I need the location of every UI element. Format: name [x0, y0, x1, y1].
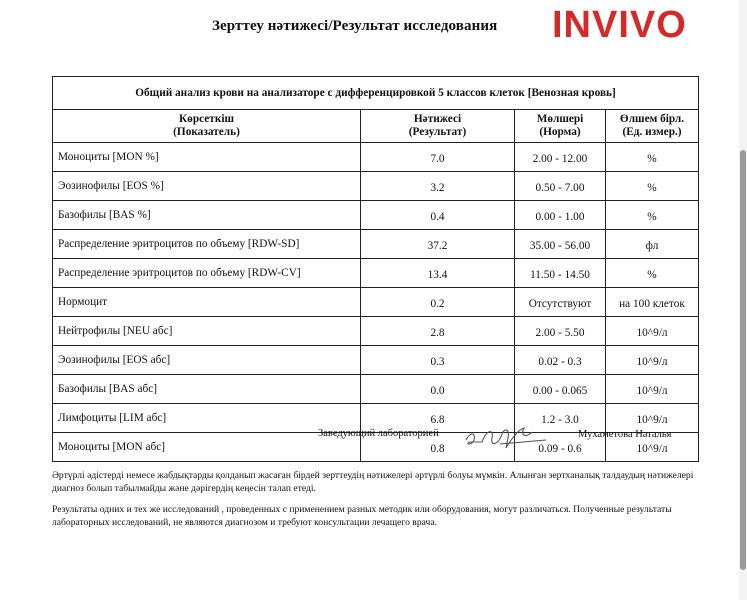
table-row [53, 375, 699, 404]
cell-indicator: Нормоцит [53, 288, 361, 317]
invivo-logo: INVIVO [552, 4, 687, 46]
table-row [53, 288, 699, 317]
cell-unit: 10^9/л [606, 375, 699, 404]
cell-norm: 1.2 - 3.0 [515, 404, 606, 433]
cell-indicator: Распределение эритроцитов по объему [RDW-SD] [53, 230, 361, 259]
table-row [53, 172, 699, 201]
table-row [53, 143, 699, 172]
table-caption: Общий анализ крови на анализаторе с дифференцировкой 5 классов клеток [Венозная кровь] [53, 77, 699, 110]
disclaimer-kazakh: Әртүрлі әдістерді немесе жабдықтарды қолданып жасаған бірдей зерттеудің нәтижелері әртүрлі болуы мүмкін. Алынған зертханалық талдаудың нәтижелері диагноз болып табылмайды және дәрігердің кеңесін талап етеді. [52, 470, 694, 494]
cell-norm: 2.00 - 12.00 [515, 143, 606, 172]
signature-label: Заведующий лабораторией [318, 428, 439, 439]
table-row [53, 346, 699, 375]
cell-result: 2.8 [361, 317, 515, 346]
results-table [52, 76, 699, 462]
table-row [53, 230, 699, 259]
cell-norm: Отсутствуют [515, 288, 606, 317]
cell-result: 37.2 [361, 230, 515, 259]
cell-norm: 11.50 - 14.50 [515, 259, 606, 288]
cell-norm: 0.00 - 0.065 [515, 375, 606, 404]
header-indicator: Көрсеткіш (Показатель) [53, 110, 361, 143]
cell-indicator: Базофилы [BAS абс] [53, 375, 361, 404]
header-norm: Мөлшері (Норма) [515, 110, 606, 143]
cell-result: 0.8 [361, 433, 515, 462]
header-unit: Өлшем бірл. (Ед. измер.) [606, 110, 699, 143]
table-caption-row [53, 77, 699, 110]
disclaimer-russian: Результаты одних и тех же исследований , проведенных с применением разных методик или оборудования, могут различаться. Полученные результаты лабораторных исследований, не являются диагнозом и требуют консультации лечащего врача. [52, 504, 672, 528]
cell-unit: на 100 клеток [606, 288, 699, 317]
table-row [53, 317, 699, 346]
table-body [53, 143, 699, 462]
cell-result: 3.2 [361, 172, 515, 201]
cell-indicator: Эозинофилы [EOS %] [53, 172, 361, 201]
cell-indicator: Моноциты [MON %] [53, 143, 361, 172]
table-row [53, 201, 699, 230]
table-row [53, 259, 699, 288]
cell-result: 0.2 [361, 288, 515, 317]
cell-unit: фл [606, 230, 699, 259]
cell-norm: 0.09 - 0.6 [515, 433, 606, 462]
cell-norm: 35.00 - 56.00 [515, 230, 606, 259]
cell-unit: % [606, 172, 699, 201]
header-result: Нәтижесі (Результат) [361, 110, 515, 143]
cell-unit: 10^9/л [606, 317, 699, 346]
cell-unit: 10^9/л [606, 404, 699, 433]
cell-result: 0.3 [361, 346, 515, 375]
table-header-row [53, 110, 699, 143]
cell-indicator: Лимфоциты [LIM абс] [53, 404, 361, 433]
cell-indicator: Нейтрофилы [NEU абс] [53, 317, 361, 346]
cell-unit: 10^9/л [606, 433, 699, 462]
cell-indicator: Эозинофилы [EOS абс] [53, 346, 361, 375]
cell-result: 7.0 [361, 143, 515, 172]
cell-norm: 0.50 - 7.00 [515, 172, 606, 201]
scrollbar[interactable] [739, 0, 747, 600]
cell-unit: % [606, 143, 699, 172]
cell-indicator: Распределение эритроцитов по объему [RDW-CV] [53, 259, 361, 288]
cell-result: 13.4 [361, 259, 515, 288]
cell-unit: % [606, 259, 699, 288]
cell-norm: 0.00 - 1.00 [515, 201, 606, 230]
cell-indicator: Моноциты [MON абс] [53, 433, 361, 462]
cell-indicator: Базофилы [BAS %] [53, 201, 361, 230]
signature-name: Мухаметова Наталья [578, 429, 672, 440]
cell-result: 0.4 [361, 201, 515, 230]
handwritten-signature [460, 420, 550, 454]
cell-result: 6.8 [361, 404, 515, 433]
cell-unit: 10^9/л [606, 346, 699, 375]
cell-result: 0.0 [361, 375, 515, 404]
cell-norm: 2.00 - 5.50 [515, 317, 606, 346]
cell-unit: % [606, 201, 699, 230]
signature-block [0, 420, 747, 456]
scrollbar-thumb[interactable] [740, 150, 746, 570]
report-title: Зерттеу нәтижесі/Результат исследования [212, 18, 498, 34]
cell-norm: 0.02 - 0.3 [515, 346, 606, 375]
